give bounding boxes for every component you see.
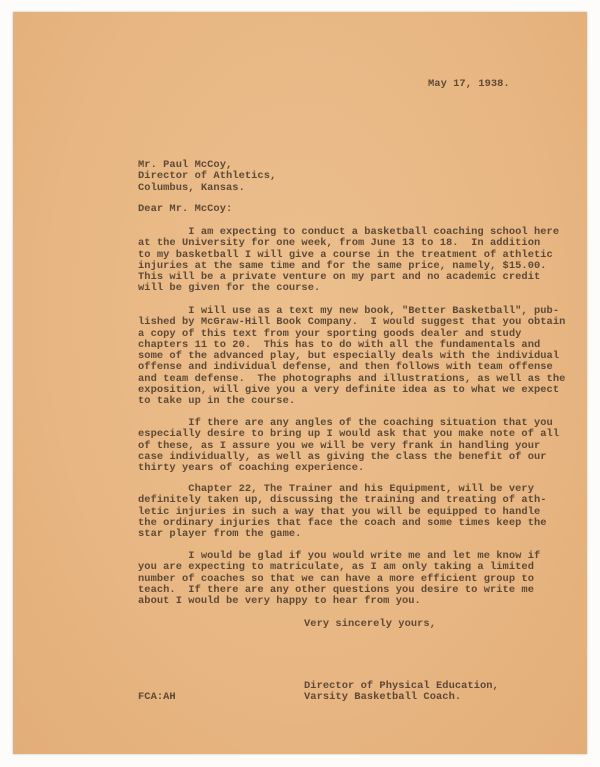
text-line: thirty years of coaching experience. (138, 462, 365, 475)
paragraph-3 (138, 418, 559, 474)
text-line: will be given for the course. (138, 282, 321, 295)
text-line: If there are any angles of the coaching situation that you (138, 417, 553, 429)
signature-line: Director of Physical Education, (304, 680, 499, 692)
text-line: I am expecting to conduct a basketball coaching school here (138, 226, 560, 238)
text-line: about I would be very happy to hear from you. (138, 595, 421, 608)
text-line: at the University for one week, from June 13 to 18. In addition (138, 237, 541, 250)
text-line: you are expecting to matriculate, as I am only taking a limited (138, 561, 534, 574)
address-line: Mr. Paul McCoy, (138, 159, 233, 171)
text-line: I will use as a text my new book, "Better Basketball", pub- (138, 305, 560, 317)
text-line: exposition, will give you a very definite idea as to what we expect (138, 384, 560, 397)
text-line: teach. If there are any other questions you desire to write me (138, 583, 534, 596)
signature-line: Varsity Basketball Coach. (304, 691, 462, 704)
address-line: Director of Athletics, (138, 170, 277, 183)
text-line: injuries at the same time and for the same price, namely, $15.00. (138, 259, 547, 272)
reference-initials: FCA:AH (138, 691, 176, 703)
text-line: the ordinary injuries that face the coach and some times keep the (138, 516, 547, 529)
text-line: case individually, as well as giving the class the benefit of our (138, 450, 547, 463)
paragraph-5 (138, 551, 540, 607)
signature-title (304, 681, 499, 704)
salutation: Dear Mr. McCoy: (138, 203, 233, 215)
address-line: Columbus, Kansas. (138, 181, 245, 194)
text-line: chapters 11 to 20. This has to do with all the fundamentals and (138, 338, 541, 351)
text-line: lished by McGraw-Hill Book Company. I would suggest that you obtain (138, 316, 566, 329)
text-line: offense and individual defense, and then follows with team offense (138, 361, 553, 374)
text-line: to take up in the course. (138, 395, 296, 408)
text-line: I would be glad if you would write me and let me know if (138, 550, 541, 562)
recipient-address (138, 160, 276, 194)
text-line: and team defense. The photographs and illustrations, as well as the (138, 372, 566, 385)
letter-date: May 17, 1938. (428, 78, 510, 90)
text-line: some of the advanced play, but especially deals with the individual (138, 350, 560, 363)
text-line: definitely taken up, discussing the training and treating of ath- (138, 494, 547, 507)
text-line: letic injuries in such a way that you will be equipped to handle (138, 505, 541, 518)
text-line: of these, as I assure you we will be very frank in handling your (138, 439, 541, 452)
paragraph-4 (138, 484, 547, 540)
text-line: Chapter 22, The Trainer and his Equipment, will be very (138, 483, 534, 495)
paragraph-1 (138, 227, 559, 295)
text-line: This will be a private venture on my part and no academic credit (138, 271, 541, 284)
text-line: especially desire to bring up I would ask that you make note of all (138, 428, 560, 441)
text-line: number of coaches so that we can have a more efficient group to (138, 572, 534, 585)
text-line: to my basketball I will give a course in the treatment of athletic (138, 248, 553, 261)
letter-page (13, 12, 587, 754)
text-line: a copy of this text from your sporting goods dealer and study (138, 327, 522, 340)
text-line: star player from the game. (138, 528, 302, 541)
paragraph-2 (138, 306, 565, 408)
closing: Very sincerely yours, (304, 618, 436, 630)
